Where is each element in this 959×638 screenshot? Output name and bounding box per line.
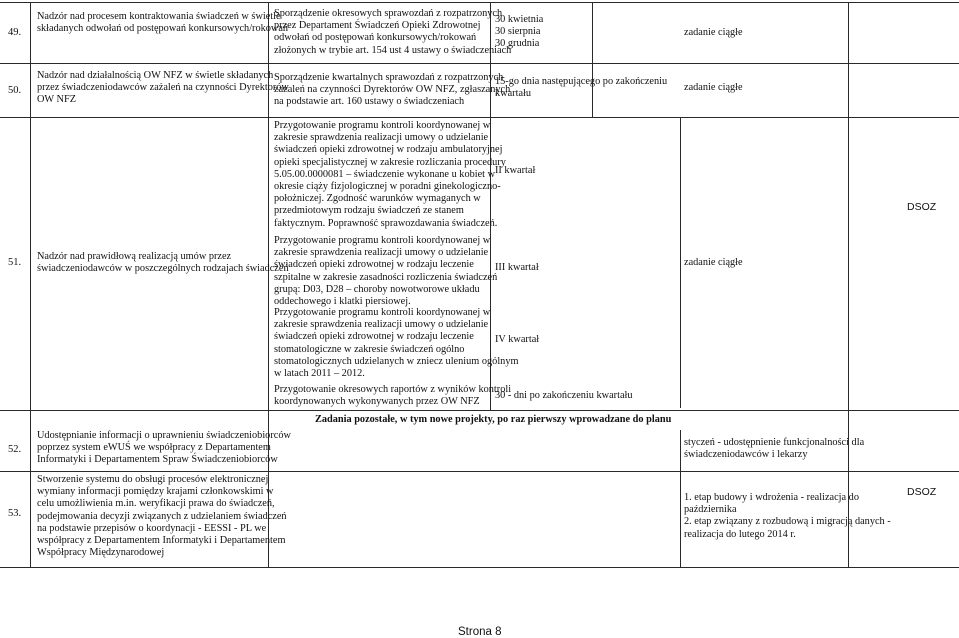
task-mode: zadanie ciągłe bbox=[684, 256, 743, 268]
action-line: świadczeń opieki zdrowotnej w rodzaju leczenie bbox=[274, 331, 474, 343]
task-cell bbox=[37, 474, 287, 559]
action-line: położniczej. Zgodność warunków wymaganych w bbox=[274, 193, 481, 205]
action-line: świadczeń opieki zdrowotnej w rodzaju ambulatoryjnej bbox=[274, 144, 503, 156]
deadline-cell bbox=[495, 14, 543, 51]
action-line: zażaleń na czynności Dyrektorów OW NFZ, zgłaszanych bbox=[274, 84, 511, 96]
table-border-top bbox=[0, 2, 959, 3]
task-cell bbox=[37, 70, 289, 107]
deadline-cell bbox=[495, 76, 667, 100]
column-divider bbox=[30, 2, 31, 567]
task-mode: zadanie ciągłe bbox=[684, 81, 743, 93]
table-border-bottom bbox=[0, 567, 959, 568]
action-line: przedmiotowym rodzaju świadczeń ze stanem bbox=[274, 205, 464, 217]
action-line: Przygotowanie programu kontroli koordynowanej w bbox=[274, 307, 491, 318]
task-line: składanych odwołań od postępowań konkursowych/rokowań bbox=[37, 23, 289, 35]
action-line: szpitalne w zakresie zasadności rozliczenia świadczeń bbox=[274, 271, 498, 283]
row-divider bbox=[0, 471, 959, 472]
task-line: Udostępnianie informacji o uprawnieniu świadczeniobiorców bbox=[37, 430, 291, 441]
deadline-cell: IV kwartał bbox=[495, 333, 540, 345]
action-line: w latach 2011 – 2012. bbox=[274, 368, 365, 380]
action-cell bbox=[274, 8, 511, 57]
action-line: Sporządzenie okresowych sprawozdań z rozpatrzonych bbox=[274, 8, 503, 19]
task-mode bbox=[684, 492, 891, 541]
task-line: świadczeniodawców w poszczególnych rodzajach świadczeń bbox=[37, 263, 289, 275]
deadline-line: 15-go dnia następującego po zakończeniu bbox=[495, 76, 668, 87]
task-line: Nadzór nad prawidłową realizacją umów przez bbox=[37, 251, 232, 262]
mode-line: października bbox=[684, 504, 737, 516]
task-line: na podstawie przepisów o koordynacji - EESSI - PL we bbox=[37, 522, 267, 534]
row-number: 49. bbox=[8, 26, 22, 38]
action-cell bbox=[274, 384, 511, 408]
task-line: wymiany informacji pomiędzy krajami członkowskimi w bbox=[37, 486, 274, 498]
action-line: 5.05.00.0000081 – świadczenie wykonane u kobiet w bbox=[274, 168, 496, 180]
task-mode: zadanie ciągłe bbox=[684, 26, 743, 38]
deadline-line: 30 sierpnia bbox=[495, 26, 541, 38]
action-cell bbox=[274, 72, 510, 109]
action-line: stomatologiczne w zakresie świadczeń ogólno bbox=[274, 343, 465, 355]
deadline-cell: III kwartał bbox=[495, 261, 539, 273]
row-divider bbox=[0, 410, 959, 411]
responsible-unit: DSOZ bbox=[907, 200, 937, 213]
row-number: 53. bbox=[8, 507, 22, 519]
action-line: złożonych w trybie art. 154 ust 4 ustawy o świadczeniach bbox=[274, 44, 512, 56]
action-line: oddechowego i klatki piersiowej. bbox=[274, 296, 411, 308]
row-divider bbox=[0, 63, 959, 64]
task-line: przez świadczeniodawców zażaleń na czynności Dyrektorów bbox=[37, 82, 289, 94]
action-line: świadczeń opieki zdrowotnej w rodzaju leczenie bbox=[274, 259, 474, 271]
column-divider bbox=[680, 117, 681, 408]
task-line: OW NFZ bbox=[37, 94, 76, 106]
mode-line: 2. etap związany z rozbudową i migracją danych - bbox=[684, 516, 891, 528]
mode-line: realizacja do lutego 2014 r. bbox=[684, 528, 796, 540]
task-cell bbox=[37, 430, 291, 467]
task-mode bbox=[684, 437, 864, 461]
action-line: Sporządzenie kwartalnych sprawozdań z rozpatrzonych bbox=[274, 72, 504, 83]
action-line: Przygotowanie programu kontroli koordynowanej w bbox=[274, 120, 491, 131]
column-divider bbox=[848, 2, 849, 567]
action-line: koordynowanych wykonywanych przez OW NFZ bbox=[274, 396, 480, 408]
task-line: współpracy z Departamentem Informatyki i Departamentem bbox=[37, 535, 286, 547]
action-line: stomatologicznych udzielanych w zniecz ulenium ogólnym bbox=[274, 355, 519, 367]
task-line: Współpracy Międzynarodowej bbox=[37, 547, 165, 559]
action-line: zakresie sprawdzenia realizacji umowy o udzielanie bbox=[274, 247, 489, 259]
row-number: 52. bbox=[8, 443, 22, 455]
row-number: 50. bbox=[8, 84, 22, 96]
task-cell bbox=[37, 11, 288, 35]
action-line: Przygotowanie programu kontroli koordynowanej w bbox=[274, 235, 491, 246]
task-line: Informatyki i Departamentem Spraw Świadczeniobiorców bbox=[37, 454, 278, 466]
task-line: Nadzór nad działalnością OW NFZ w świetle składanych bbox=[37, 70, 274, 81]
action-line: opieki specjalistycznej w zakresie rozliczania procedury bbox=[274, 156, 506, 168]
action-line: Przygotowanie okresowych raportów z wyników kontroli bbox=[274, 384, 512, 395]
section-header: Zadania pozostałe, w tym nowe projekty, po raz pierwszy wprowadzane do planu bbox=[315, 414, 672, 425]
mode-line: styczeń - udostępnienie funkcjonalności dla bbox=[684, 437, 865, 448]
column-divider bbox=[680, 430, 681, 567]
action-cell bbox=[274, 307, 518, 380]
task-line: podejmowania decyzji związanych z udzielaniem świadczeń bbox=[37, 510, 287, 522]
deadline-cell: II kwartał bbox=[495, 164, 536, 176]
deadline-line: kwartału bbox=[495, 88, 532, 100]
page-number: Strona 8 bbox=[458, 626, 502, 638]
deadline-line: 30 kwietnia bbox=[495, 14, 544, 25]
action-line: zakresie sprawdzenia realizacji umowy o udzielanie bbox=[274, 132, 489, 144]
responsible-unit: DSOZ bbox=[907, 485, 937, 498]
action-line: zakresie sprawdzenia realizacji umowy o udzielanie bbox=[274, 319, 489, 331]
task-line: Stworzenie systemu do obsługi procesów elektronicznej bbox=[37, 474, 269, 485]
deadline-cell: 30 - dni po zakończeniu kwartału bbox=[495, 389, 633, 401]
action-line: grupą: D03, D28 – choroby nowotworowe układu bbox=[274, 283, 480, 295]
task-cell bbox=[37, 251, 289, 275]
task-line: Nadzór nad procesem kontraktowania świadczeń w świetle bbox=[37, 11, 281, 22]
mode-line: 1. etap budowy i wdrożenia - realizacja do bbox=[684, 492, 859, 503]
action-line: okresie ciąży fizjologicznej w poradni ginekologiczno- bbox=[274, 181, 501, 193]
task-line: poprzez system eWUŚ we współpracy z Departamentem bbox=[37, 442, 271, 454]
action-cell bbox=[274, 120, 506, 230]
row-number: 51. bbox=[8, 256, 22, 268]
action-line: faktycznym. Poprawność sprawozdawania świadczeń. bbox=[274, 217, 498, 229]
task-line: celu umożliwienia m.in. weryfikacji prawa do świadczeń, bbox=[37, 498, 275, 510]
action-cell bbox=[274, 235, 497, 308]
row-divider bbox=[0, 117, 959, 118]
mode-line: świadczeniodawców i lekarzy bbox=[684, 449, 808, 461]
deadline-line: 30 grudnia bbox=[495, 38, 540, 50]
action-line: na podstawie art. 160 ustawy o świadczeniach bbox=[274, 96, 465, 108]
action-line: przez Departament Świadczeń Opieki Zdrowotnej bbox=[274, 20, 481, 32]
action-line: odwołań od postępowań konkursowych/rokowań bbox=[274, 32, 477, 44]
